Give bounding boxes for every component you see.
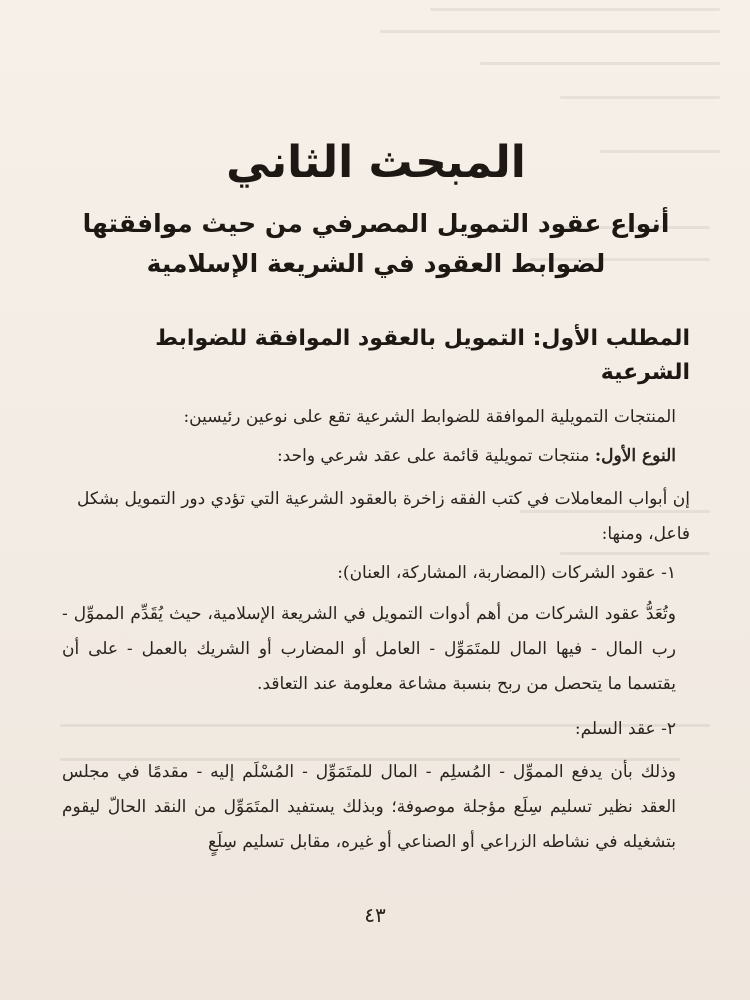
list-item-2: ٢- عقد السلم: [574, 719, 676, 739]
main-title [62, 204, 690, 284]
type-one-label: النوع الأول: [594, 446, 676, 466]
body-paragraph-1: إن أبواب المعاملات في كتب الفقه زاخرة بالعقود الشرعية التي تؤدي دور التمويل بشكل فاعل، ومنها: [76, 489, 690, 544]
main-title-line-1: أنواع عقود التمويل المصرفي من حيث موافقتها [82, 209, 670, 238]
intro-paragraph: المنتجات التمويلية الموافقة للضوابط الشرعية تقع على نوعين رئيسين: [183, 407, 676, 427]
page-content [62, 128, 690, 860]
chapter-heading: المبحث الثاني [226, 137, 526, 188]
type-one-text: منتجات تمويلية قائمة على عقد شرعي واحد: [276, 446, 590, 466]
main-title-line-2: لضوابط العقود في الشريعة الإسلامية [146, 249, 606, 278]
body-paragraph-2: وتُعَدُّ عقود الشركات من أهم أدوات التمويل في الشريعة الإسلامية، حيث يُقَدِّم المموِّل - رب المال - فيها المال للمتَمَوِّل - العامل أو المضارب أو الشريك بالعمل - على أن يقتسما ما يتحصل من ربح بنسبة مشاعة معلومة عند التعاقد. [62, 604, 676, 694]
list-item-1: ١- عقود الشركات (المضاربة، المشاركة، العنان): [337, 563, 676, 583]
section-heading: المطلب الأول: التمويل بالعقود الموافقة للضوابط الشرعية [155, 326, 690, 385]
type-one-paragraph [62, 439, 690, 474]
body-paragraph-3: وذلك بأن يدفع المموِّل - المُسلِم - المال للمتَمَوِّل - المُسْلَم إليه - مقدمًا في مجلس العقد نظير تسليم سِلَع مؤجلة موصوفة؛ وبذلك يستفيد المتَمَوِّل من النقد الحالّ ليقوم بتشغيله في نشاطه الزراعي أو الصناعي أو غيره، مقابل تسليم سِلَعٍ [62, 762, 676, 852]
page-number: ٤٣ [364, 903, 386, 927]
